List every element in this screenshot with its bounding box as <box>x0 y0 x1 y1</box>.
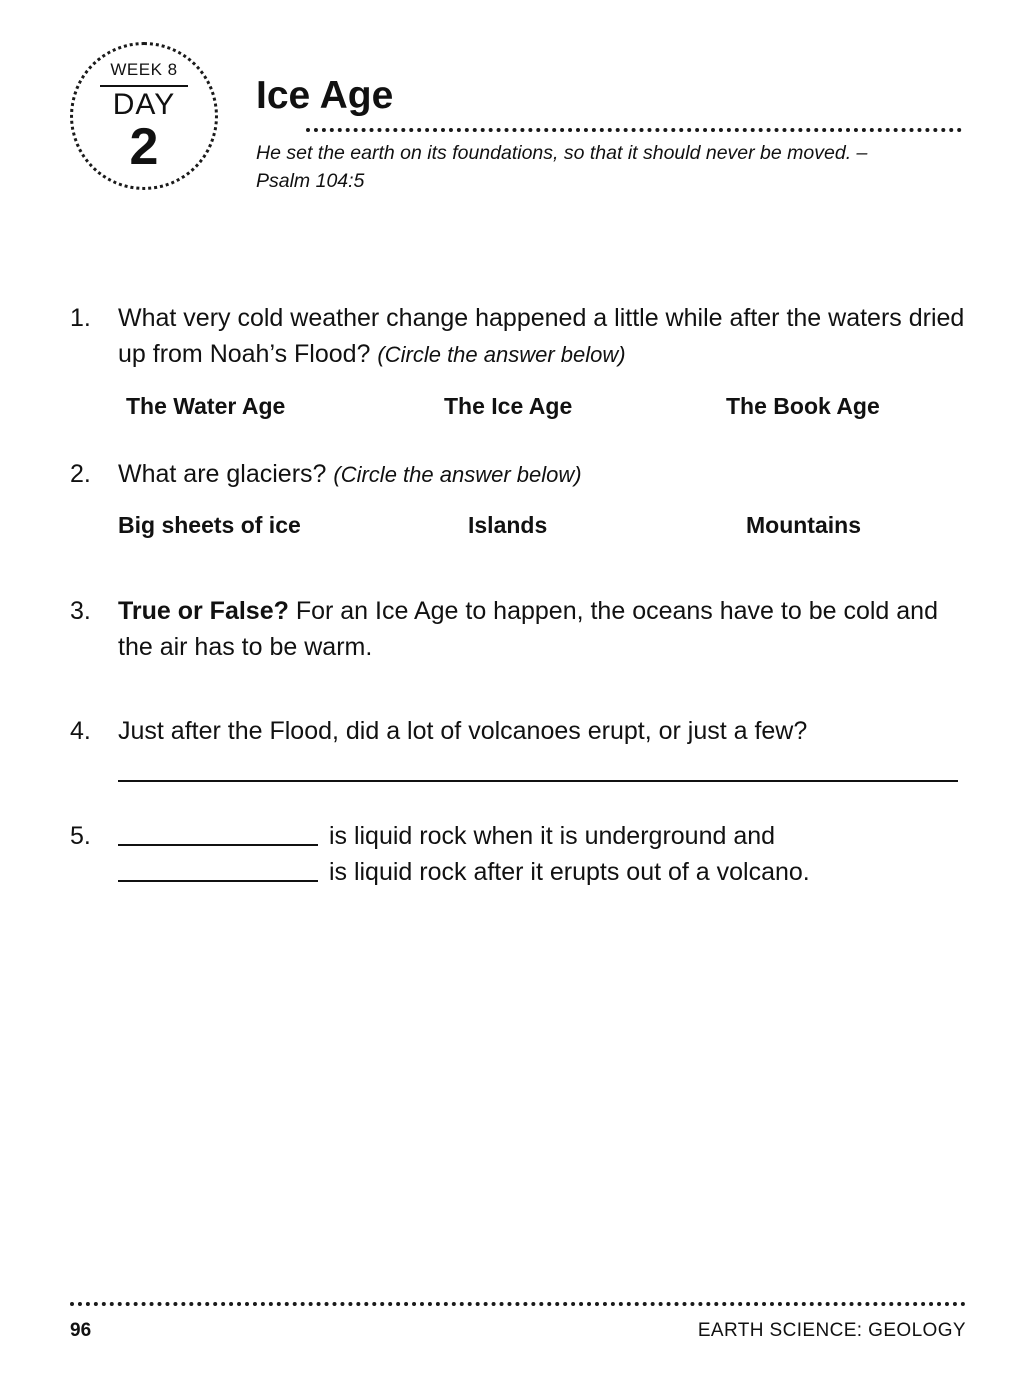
question-4-number: 4. <box>70 717 91 746</box>
question-3-text <box>118 593 966 666</box>
spacer <box>70 782 966 818</box>
question-5-part-2: is liquid rock after it erupts out of a volcano. <box>322 857 810 886</box>
question-5-number: 5. <box>70 821 91 850</box>
question-4 <box>70 713 966 781</box>
page-number: 96 <box>70 1320 92 1341</box>
spacer <box>70 539 966 593</box>
question-4-answer-line[interactable] <box>118 780 958 782</box>
question-1-choices <box>118 393 966 420</box>
section-label: EARTH SCIENCE: GEOLOGY <box>697 1320 966 1341</box>
page-header <box>70 42 962 222</box>
page-footer <box>70 1302 966 1342</box>
question-2-prompt: What are glaciers? <box>118 459 334 488</box>
questions-list <box>70 300 966 890</box>
day-word-label: DAY <box>112 87 176 121</box>
question-5-blank-2[interactable] <box>118 858 318 882</box>
question-2-instruction: (Circle the answer below) <box>333 461 582 487</box>
question-3 <box>70 593 966 666</box>
question-5-part-1: is liquid rock when it is underground and <box>322 821 776 850</box>
question-5 <box>70 818 966 891</box>
question-1-choice-1[interactable]: The Water Age <box>126 392 286 419</box>
question-2-choice-3[interactable]: Mountains <box>746 511 861 538</box>
spacer <box>70 420 966 456</box>
footer-dotted-divider <box>70 1302 966 1306</box>
question-4-text: Just after the Flood, did a lot of volcanoes erupt, or just a few? <box>118 717 808 746</box>
day-number-label: 2 <box>129 117 159 176</box>
question-2-choice-2[interactable]: Islands <box>468 511 548 538</box>
question-1-instruction: (Circle the answer below) <box>377 342 626 368</box>
page-title: Ice Age <box>256 74 394 117</box>
spacer <box>70 665 966 713</box>
question-3-label: True or False? <box>118 596 289 625</box>
question-3-prompt: For an Ice Age to happen, the oceans have to be cold and the air has to be warm. <box>118 596 938 661</box>
question-2-choices <box>118 512 966 539</box>
question-1 <box>70 300 966 420</box>
question-2-choice-1[interactable]: Big sheets of ice <box>118 511 301 538</box>
question-1-text <box>118 300 966 373</box>
title-block <box>256 76 962 115</box>
question-1-choice-2[interactable]: The Ice Age <box>444 392 573 419</box>
day-badge <box>70 42 218 190</box>
question-5-text <box>118 818 966 891</box>
question-2-number: 2. <box>70 459 91 488</box>
question-3-number: 3. <box>70 596 91 625</box>
scripture-verse: He set the earth on its foundations, so that it should never be moved. – Psalm 104:5 <box>256 142 868 192</box>
header-dotted-divider <box>306 128 962 132</box>
question-1-prompt: What very cold weather change happened a little while after the waters dried up from Noah’s Flood? <box>118 304 965 369</box>
question-2-text <box>118 456 966 492</box>
question-2 <box>70 456 966 539</box>
question-1-number: 1. <box>70 304 91 332</box>
badge-divider <box>100 85 188 87</box>
question-5-blank-1[interactable] <box>118 822 318 846</box>
week-label: WEEK 8 <box>110 59 178 79</box>
question-1-choice-3[interactable]: The Book Age <box>726 392 880 419</box>
